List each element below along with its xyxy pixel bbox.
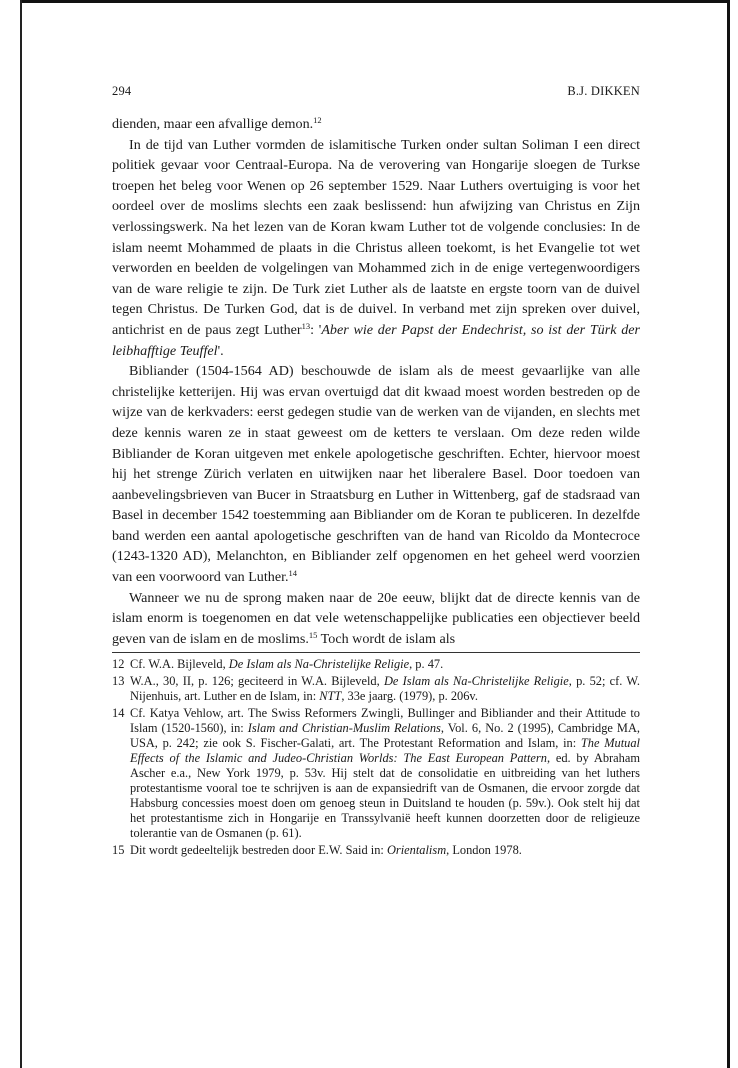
footnote-number: 13 (112, 674, 125, 689)
luther-quote: Aber wie der Papst der Endechrist, so ist der Türk der leibhafftige Teuffel (112, 321, 640, 359)
paragraph-2 (112, 135, 640, 362)
cited-title: De Islam als Na-Christelijke Religie (228, 657, 410, 672)
footnote-12 (112, 657, 640, 672)
footnotes (112, 657, 640, 858)
footnote-text: Dit wordt gedeeltelijk bestreden door E.W. Said in: Orientalism, London 1978. (130, 843, 522, 858)
footnote-ref-14[interactable]: 14 (288, 568, 298, 579)
paragraph-2-end: '. (217, 342, 224, 359)
footnote-ref-15[interactable]: 15 (308, 629, 318, 640)
footnote-14 (112, 706, 640, 841)
paragraph-1-text: dienden, maar een afvallige demon. (112, 116, 314, 132)
paragraph-4-text: Wanneer we nu de sprong maken naar de 20e eeuw, blijkt dat de directe kennis van de islam enorm is toegenomen en dat vele wetenschappelijke publicaties een objectiever beeld geven van de islam en de moslims. (112, 589, 640, 647)
footnote-number: 12 (112, 657, 125, 672)
paragraph-4-end: Toch wordt de islam als (317, 630, 456, 647)
footnote-ref-13[interactable]: 13 (301, 320, 311, 331)
cited-title: De Islam als Na-Christelijke Religie (383, 674, 569, 689)
cited-book: The Mutual Effects of the Islamic and Judeo-Christian Worlds: The East European Pattern (130, 736, 640, 766)
cited-journal: NTT (319, 689, 342, 704)
scan-edge-left (20, 0, 22, 1068)
footnote-number: 15 (112, 843, 125, 858)
cited-journal: Islam and Christian-Muslim Relations (247, 721, 441, 736)
cited-title: Orientalism (386, 843, 447, 858)
scan-edge-top (20, 0, 730, 3)
paragraph-2-connector: : ' (310, 321, 322, 338)
footnote-text: Cf. Katya Vehlow, art. The Swiss Reformers Zwingli, Bullinger and Bibliander and their Attitude to Islam (1520-1560), in: Islam and Christian-Muslim Relations, Vol. 6, No. 2 (1995), Cambridge MA, USA, p. 242; zie ook S. Fischer-Galati, art. The Protestant Reformation and Islam, in: The Mutual Effects of the Islamic and Judeo-Christian Worlds: The East European Pattern, ed. by Abraham Ascher e.a., New York 1979, p. 53v. Hij stelt dat de consolidatie en uitbreiding van het luthers protestantisme vooral toe te schrijven is aan de expansiedrift van de Osmanen, die ervoor zorgde dat Habsburg concessies moest doen om genoeg steun in Duitsland te houden (p. 59v.). Ook stelt hij dat het protestantisme zich in Hongarije en Transsylvanië heeft kunnen doorzetten door de religieuze tolerantie van de Osmanen (p. 61). (130, 706, 640, 841)
running-head-author: B.J. DIKKEN (567, 84, 640, 98)
paragraph-4 (112, 588, 640, 650)
footnote-divider (112, 652, 640, 653)
paragraph-3 (112, 361, 640, 588)
footnote-15 (112, 843, 640, 858)
paragraph-1 (112, 114, 640, 135)
page-number: 294 (112, 84, 132, 98)
footnote-ref-12[interactable]: 12 (313, 115, 322, 125)
footnote-13 (112, 674, 640, 704)
paragraph-2-text: In de tijd van Luther vormden de islamitische Turken onder sultan Soliman I een direct politiek gevaar voor Centraal-Europa. Na de verovering van Hongarije sloegen de Turkse troepen het beleg voor Wenen op 26 september 1529. Naar Luthers overtuiging is voor het oordeel over de moslims slechts een zaak beslissend: hun afwijzing van Christus en Zijn verlossingswerk. Na het lezen van de Koran kwam Luther tot de volgende conclusies: In de islam neemt Mohammed de plaats in die Christus alleen toekomt, is het Evangelie tot wet verworden en beelden de volgelingen van Mohammed zich in de enige vertegenwoordigers van de ware religie te zijn. De Turk ziet Luther als de laatste en ergste toorn van de duivel tegen Christus. De Turken God, dat is de duivel. In verband met zijn spreken over duivel, antichrist en de paus zegt Luther (112, 136, 640, 338)
running-head (112, 84, 640, 104)
scan-edge-right (727, 0, 730, 1068)
paragraph-3-text: Bibliander (1504-1564 AD) beschouwde de islam als de meest gevaarlijke van alle christelijke ketterijen. Hij was ervan overtuigd dat dit kwaad moest worden bestreden op de wijze van de kerkvaders: eerst gedegen studie van de werken van de vijanden, en slechts met deze kennis waren ze in staat geweest om de ketters te verslaan. Om deze reden wilde Bibliander de Koran uitgeven met enkele apologetische geschriften. Echter, hiervoor moest hij het strenge Zürich verlaten en uitwijken naar het liberalere Basel. Door toedoen van aanbevelingsbrieven van Bucer in Straatsburg en Luther in Wittenberg, gaf de stadsraad van Basel in december 1542 toestemming aan Bibliander om de Koran te publiceren. In dezelfde band werden een aantal apologetische geschriften van de hand van Ricoldo da Montecroce (1243-1320 AD), Melanchton, en Bibliander zelf opgenomen en het geheel werd voorzien van een voorwoord van Luther. (112, 363, 640, 586)
footnote-number: 14 (112, 706, 125, 721)
body-text (112, 114, 640, 649)
footnote-text: Cf. W.A. Bijleveld, De Islam als Na-Christelijke Religie, p. 47. (130, 657, 444, 672)
footnote-text: W.A., 30, II, p. 126; geciteerd in W.A. Bijleveld, De Islam als Na-Christelijke Religie, p. 52; cf. W. Nijenhuis, art. Luther en de Islam, in: NTT, 33e jaarg. (1979), p. 206v. (130, 674, 641, 704)
page (112, 84, 640, 860)
